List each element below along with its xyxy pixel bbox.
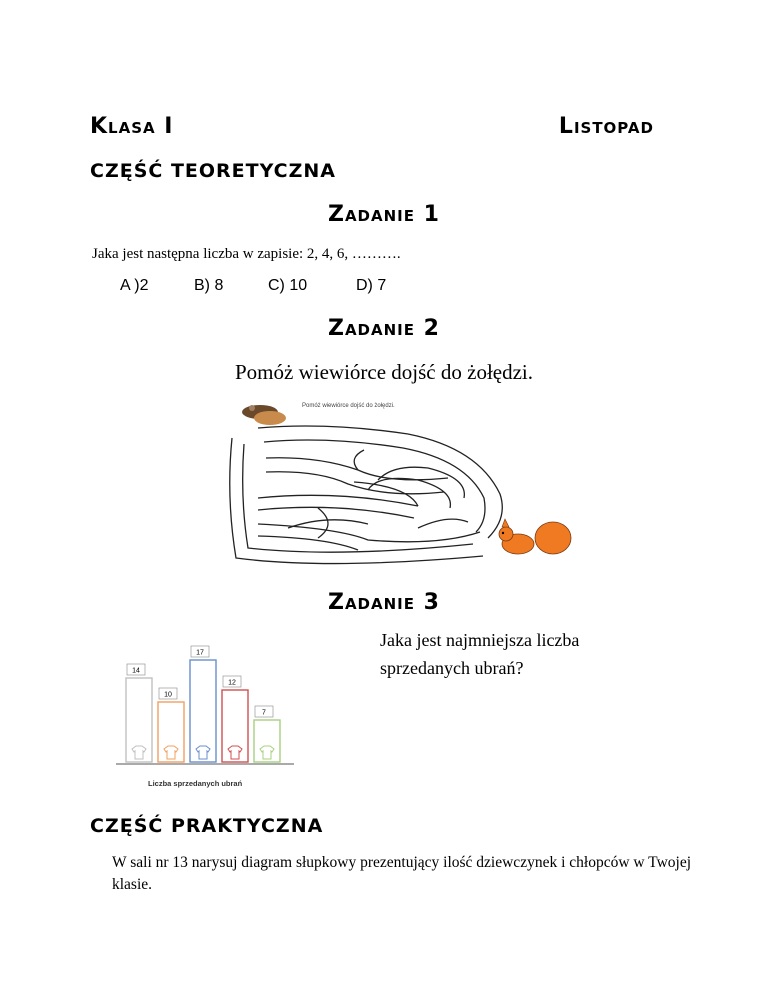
bar-4 — [254, 720, 280, 762]
bar-value-0: 14 — [132, 667, 140, 675]
answer-b: B) 8 — [194, 277, 224, 294]
bar-1 — [158, 702, 184, 762]
task1-answers — [120, 277, 386, 295]
acorn-icon — [242, 405, 286, 425]
bar-value-4: 7 — [262, 709, 266, 717]
bar-0 — [126, 678, 152, 762]
task1-title: Zadanie 1 — [328, 202, 440, 227]
section-heading-theory: CZĘŚĆ TEORETYCZNA — [90, 160, 337, 182]
task3-question: Jaka jest najmniejsza liczba sprzedanych ubrań? — [380, 630, 580, 678]
answer-c: C) 10 — [268, 277, 308, 294]
task2-title: Zadanie 2 — [328, 316, 440, 341]
shirt-icon-0 — [132, 746, 146, 759]
class-label: Klasa I — [90, 114, 174, 139]
maze-caption: Pomóż wiewiórce dojść do żołędzi. — [302, 403, 395, 409]
shirt-icon-4 — [260, 746, 274, 759]
month-label: Listopad — [558, 114, 654, 139]
bar-value-2: 17 — [196, 649, 204, 657]
shirt-icon-2 — [196, 746, 210, 759]
maze-picture — [218, 398, 578, 578]
task3-title: Zadanie 3 — [328, 590, 440, 615]
section-heading-practice: CZĘŚĆ PRAKTYCZNA — [90, 815, 324, 837]
shirt-icon-1 — [164, 746, 178, 759]
squirrel-icon — [499, 519, 571, 554]
bar-value-3: 12 — [228, 679, 236, 687]
bar-3 — [222, 690, 248, 762]
chart-xlabel: Liczba sprzedanych ubrań — [148, 779, 243, 788]
shirt-icon-3 — [228, 746, 242, 759]
task2-instruction: Pomóż wiewiórce dojść do żołędzi. — [235, 360, 533, 384]
task1-question: Jaka jest następna liczba w zapisie: 2, 4, 6, ………. — [92, 246, 401, 262]
bar-2 — [190, 660, 216, 762]
practice-instruction: W sali nr 13 narysuj diagram słupkowy prezentujący ilość dziewczynek i chłopców w Twojej klasie. — [112, 854, 692, 893]
bar-chart — [116, 636, 296, 796]
answer-d: D) 7 — [356, 277, 387, 294]
answer-a: A )2 — [120, 277, 149, 294]
bar-value-1: 10 — [164, 691, 172, 699]
